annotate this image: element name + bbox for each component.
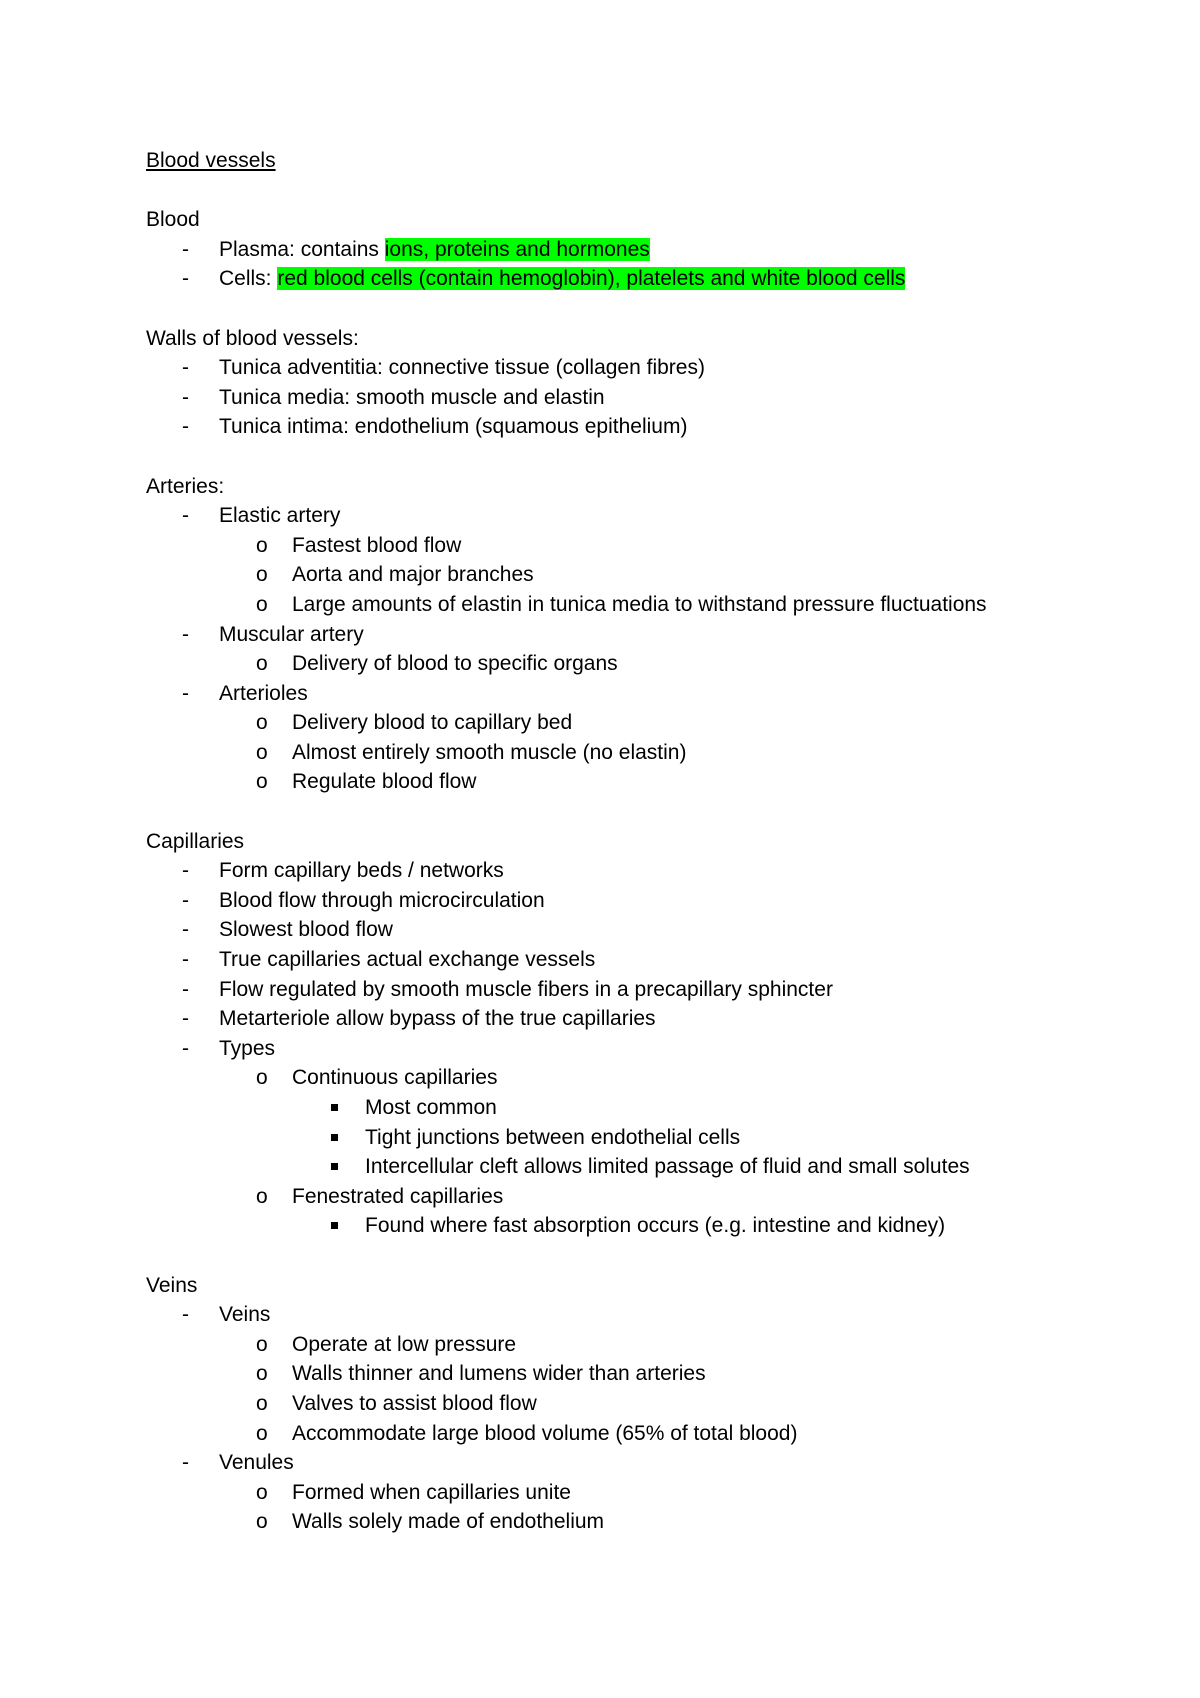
circle-bullet: o: [256, 740, 268, 764]
list-item-text: Regulate blood flow: [292, 770, 477, 794]
list-item-text: Continuous capillaries: [292, 1066, 498, 1090]
circle-bullet: o: [256, 1066, 268, 1090]
sub-sub-list-item: [146, 1093, 1106, 1123]
square-bullet-icon: [331, 1134, 338, 1141]
list-item: [146, 1300, 1106, 1330]
section-heading-walls: Walls of blood vessels:: [146, 326, 359, 350]
list-item-text: Elastic artery: [219, 504, 341, 528]
list-item: [146, 264, 1106, 294]
cells-label: Cells:: [219, 267, 278, 291]
dash-bullet: -: [182, 267, 189, 291]
circle-bullet: o: [256, 1510, 268, 1534]
list-item-text: Arterioles: [219, 681, 308, 705]
dash-bullet: -: [182, 385, 189, 409]
sub-list-item: [146, 1419, 1106, 1449]
dash-bullet: -: [182, 1007, 189, 1031]
list-item-text: Muscular artery: [219, 622, 364, 646]
list-item-text: Slowest blood flow: [219, 918, 393, 942]
sub-list-item: [146, 738, 1106, 768]
sub-list-item: [146, 1359, 1106, 1389]
list-item-text: Flow regulated by smooth muscle fibers in a precapillary sphincter: [219, 977, 833, 1001]
list-item-text: Tunica media: smooth muscle and elastin: [219, 385, 605, 409]
highlighted-text: red blood cells (contain hemoglobin), platelets and white blood cells: [277, 267, 906, 291]
dash-bullet: -: [182, 1451, 189, 1475]
sub-list-item: [146, 1389, 1106, 1419]
list-item-text: Delivery of blood to specific organs: [292, 652, 618, 676]
dash-bullet: -: [182, 1036, 189, 1060]
circle-bullet: o: [256, 1184, 268, 1208]
dash-bullet: -: [182, 356, 189, 380]
section-heading-arteries: Arteries:: [146, 474, 225, 498]
list-item: [146, 886, 1106, 916]
list-item-text: Valves to assist blood flow: [292, 1391, 537, 1415]
list-item: [146, 679, 1106, 709]
sub-list-item: [146, 531, 1106, 561]
dash-bullet: -: [182, 237, 189, 261]
circle-bullet: o: [256, 592, 268, 616]
dash-bullet: -: [182, 681, 189, 705]
circle-bullet: o: [256, 652, 268, 676]
spacer: [146, 1241, 1106, 1271]
circle-bullet: o: [256, 1480, 268, 1504]
list-item-text: Most common: [365, 1096, 497, 1119]
section-heading-capillaries: Capillaries: [146, 829, 245, 853]
list-item-text: Blood flow through microcirculation: [219, 888, 545, 912]
spacer: [146, 294, 1106, 324]
circle-bullet: o: [256, 563, 268, 587]
circle-bullet: o: [256, 711, 268, 735]
sub-list-item: [146, 560, 1106, 590]
list-item: [146, 1034, 1106, 1064]
circle-bullet: o: [256, 1391, 268, 1415]
list-item-text: Venules: [219, 1451, 294, 1475]
section-heading-veins: Veins: [146, 1273, 198, 1297]
dash-bullet: -: [182, 977, 189, 1001]
circle-bullet: o: [256, 533, 268, 557]
spacer: [146, 176, 1106, 206]
square-bullet-icon: [331, 1104, 338, 1111]
sub-sub-list-item: [146, 1123, 1106, 1153]
sub-list-item: [146, 767, 1106, 797]
sub-sub-list-item: [146, 1211, 1106, 1241]
list-item: [146, 1448, 1106, 1478]
list-item-text: Aorta and major branches: [292, 563, 534, 587]
list-item: [146, 945, 1106, 975]
sub-list-item: [146, 1507, 1106, 1537]
list-item: [146, 1004, 1106, 1034]
sub-list-item: [146, 1063, 1106, 1093]
dash-bullet: -: [182, 888, 189, 912]
list-item-text: Fastest blood flow: [292, 533, 462, 557]
list-item-text: Walls thinner and lumens wider than arteries: [292, 1362, 706, 1386]
list-item-text: Delivery blood to capillary bed: [292, 711, 573, 735]
list-item-text: Types: [219, 1036, 276, 1060]
list-item-text: Intercellular cleft allows limited passage of fluid and small solutes: [365, 1155, 970, 1179]
square-bullet-icon: [331, 1163, 338, 1170]
dash-bullet: -: [182, 948, 189, 972]
list-item-text: Fenestrated capillaries: [292, 1184, 504, 1208]
sub-list-item: [146, 1330, 1106, 1360]
list-item-text: Veins: [219, 1303, 271, 1327]
dash-bullet: -: [182, 504, 189, 528]
list-item: [146, 412, 1106, 442]
list-item-text: Tight junctions between endothelial cells: [365, 1125, 741, 1149]
dash-bullet: -: [182, 918, 189, 942]
list-item-text: Formed when capillaries unite: [292, 1480, 571, 1504]
list-item: [146, 383, 1106, 413]
spacer: [146, 442, 1106, 472]
highlighted-text: ions, proteins and hormones: [384, 237, 650, 261]
list-item-text: Operate at low pressure: [292, 1332, 517, 1356]
list-item-text: True capillaries actual exchange vessels: [219, 948, 596, 972]
list-item-text: Accommodate large blood volume (65% of total blood): [292, 1421, 798, 1445]
list-item: [146, 353, 1106, 383]
dash-bullet: -: [182, 415, 189, 439]
list-item-text: Form capillary beds / networks: [219, 859, 504, 883]
list-item-text: Metarteriole allow bypass of the true capillaries: [219, 1007, 656, 1031]
list-item-text: Almost entirely smooth muscle (no elastin): [292, 740, 687, 764]
circle-bullet: o: [256, 1421, 268, 1445]
sub-list-item: [146, 708, 1106, 738]
dash-bullet: -: [182, 1303, 189, 1327]
spacer: [146, 797, 1106, 827]
list-item: [146, 235, 1106, 265]
list-item-text: Tunica adventitia: connective tissue (collagen fibres): [219, 356, 705, 380]
circle-bullet: o: [256, 1332, 268, 1356]
plasma-label: Plasma: contains: [219, 237, 385, 261]
list-item: [146, 915, 1106, 945]
square-bullet-icon: [331, 1222, 338, 1229]
dash-bullet: -: [182, 859, 189, 883]
sub-list-item: [146, 1182, 1106, 1212]
section-heading-blood: Blood: [146, 208, 200, 232]
list-item: [146, 856, 1106, 886]
list-item-text: Large amounts of elastin in tunica media to withstand pressure fluctuations: [292, 592, 987, 616]
list-item-text: Tunica intima: endothelium (squamous epithelium): [219, 415, 688, 439]
sub-list-item: [146, 1478, 1106, 1508]
document-title: Blood vessels: [146, 149, 276, 172]
circle-bullet: o: [256, 1362, 268, 1386]
sub-list-item: [146, 590, 1106, 620]
document-page: [146, 146, 1106, 1537]
list-item-text: Found where fast absorption occurs (e.g. intestine and kidney): [365, 1214, 946, 1238]
sub-list-item: [146, 649, 1106, 679]
list-item: [146, 975, 1106, 1005]
circle-bullet: o: [256, 770, 268, 794]
sub-sub-list-item: [146, 1152, 1106, 1182]
list-item: [146, 501, 1106, 531]
dash-bullet: -: [182, 622, 189, 646]
list-item: [146, 620, 1106, 650]
list-item-text: Walls solely made of endothelium: [292, 1510, 605, 1534]
